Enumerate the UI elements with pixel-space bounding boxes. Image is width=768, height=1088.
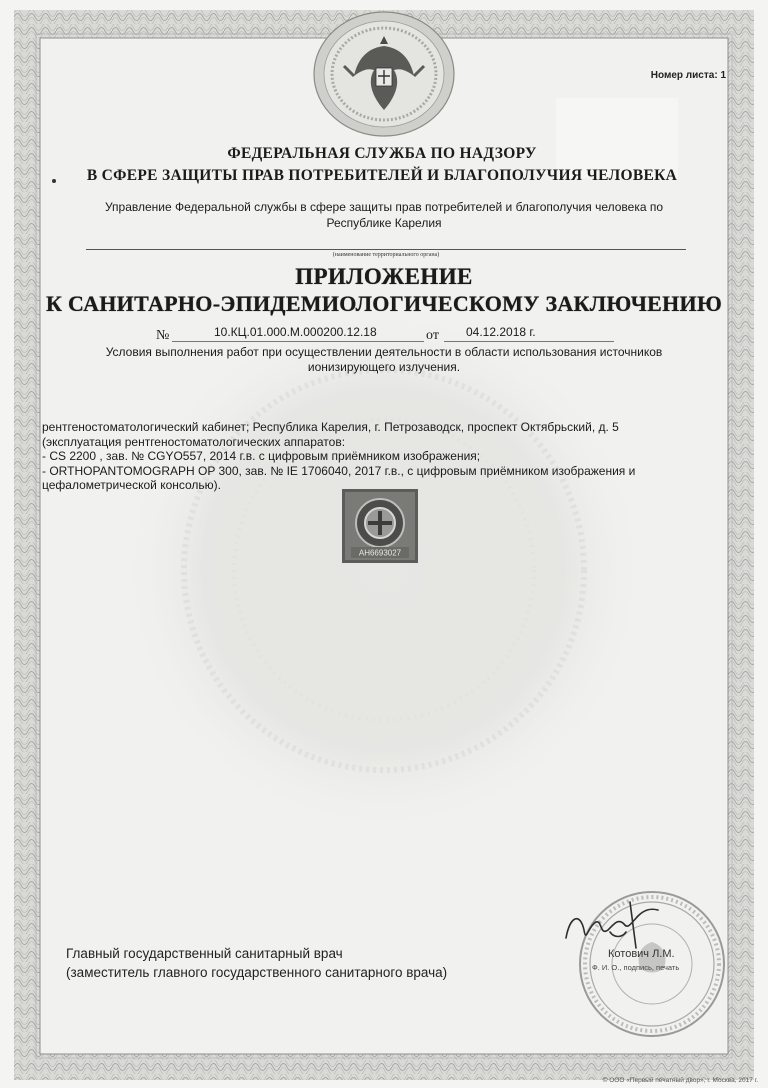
number-underline bbox=[172, 341, 424, 342]
number-label: № bbox=[156, 328, 170, 343]
document-heading-line1: ПРИЛОЖЕНИЕ bbox=[295, 264, 473, 289]
body-line: - ORTHOPANTOMOGRAPH OP 300, зав. № IE 1706040, 2017 г.в., с цифровым приёмником изображения и bbox=[42, 463, 636, 478]
agency-title-line1: ФЕДЕРАЛЬНАЯ СЛУЖБА ПО НАДЗОРУ bbox=[227, 145, 537, 162]
signer-title-line2: (заместитель главного государственного санитарного врача) bbox=[66, 965, 448, 980]
sheet-number: Номер листа: 1 bbox=[650, 70, 726, 81]
territorial-body-line1: Управление Федеральной службы в сфере защиты прав потребителей и благополучия человека по bbox=[104, 200, 664, 214]
conditions-line2: ионизирующего излучения. bbox=[307, 360, 461, 374]
hologram-code: АН6693027 bbox=[358, 548, 402, 558]
conditions-line1: Условия выполнения работ при осуществлении деятельности в области использования источников bbox=[105, 345, 663, 359]
date-label: от bbox=[426, 328, 439, 343]
signer-title-line1: Главный государственный санитарный врач bbox=[66, 946, 343, 961]
agency-title-line2: В СФЕРЕ ЗАЩИТЫ ПРАВ ПОТРЕБИТЕЛЕЙ И БЛАГОПОЛУЧИЯ ЧЕЛОВЕКА bbox=[86, 167, 678, 184]
territorial-body bbox=[60, 199, 708, 231]
printer-footer: © ООО «Первый печатный двор», г. Москва, 2017 г. bbox=[602, 1077, 758, 1084]
territorial-caption: (наименование территориального органа) bbox=[332, 252, 440, 258]
conclusion-number-row bbox=[0, 325, 768, 345]
signer-title bbox=[66, 944, 447, 982]
territorial-body-line2: Республике Карелия bbox=[326, 216, 442, 230]
coat-of-arms-emblem bbox=[310, 10, 458, 140]
signature-caption: Ф. И. О., подпись, печать bbox=[592, 963, 680, 972]
conditions-text bbox=[60, 345, 708, 375]
body-text bbox=[42, 420, 712, 493]
document-heading-line2: К САНИТАРНО-ЭПИДЕМИОЛОГИЧЕСКОМУ ЗАКЛЮЧЕНИЮ bbox=[45, 291, 723, 316]
conclusion-number: 10.КЦ.01.000.М.000200.12.18 bbox=[214, 325, 377, 339]
hologram-sticker bbox=[342, 489, 418, 563]
blank-field bbox=[556, 98, 678, 178]
body-line: цефалометрической консолью). bbox=[42, 478, 222, 493]
date-underline bbox=[444, 341, 614, 342]
body-line: рентгеностоматологический кабинет; Республика Карелия, г. Петрозаводск, проспект Октябрьский, д. 5 bbox=[42, 420, 619, 434]
signer-name: Котович Л.М. bbox=[608, 948, 675, 960]
territorial-rule bbox=[86, 249, 686, 250]
conclusion-date: 04.12.2018 г. bbox=[466, 325, 536, 339]
body-line: (эксплуатация рентгеностоматологических аппаратов: bbox=[42, 434, 346, 449]
body-line: - CS 2200 , зав. № CGYO557, 2014 г.в. с цифровым приёмником изображения; bbox=[42, 449, 481, 464]
